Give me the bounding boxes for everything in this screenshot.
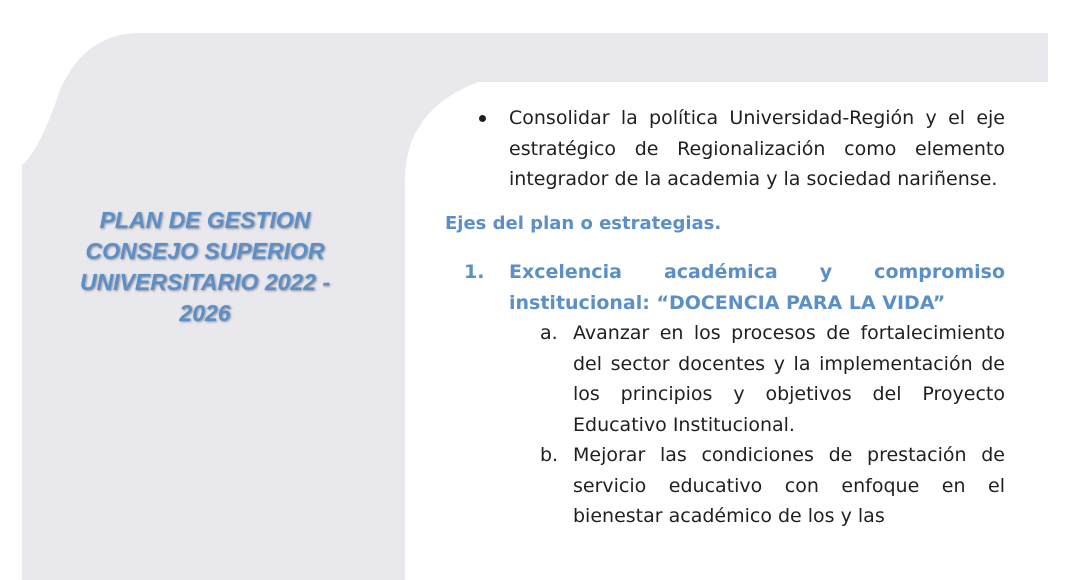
section-heading: Ejes del plan o estrategias. [445, 212, 722, 234]
plan-title-line-4: 2026 [179, 300, 231, 326]
numbered-item-1 [440, 257, 1005, 318]
plan-title [55, 205, 355, 329]
plan-title-line-2: CONSEJO SUPERIOR [85, 238, 325, 264]
sub-item-a [440, 318, 1005, 440]
document-content [440, 103, 1005, 532]
sub-item-b [440, 440, 1005, 532]
sub-item-marker: b. [540, 444, 559, 466]
bullet-text: Consolidar la política Universidad-Región y el eje estratégico de Regionalización como elemento integrador de la academia y la sociedad nariñense. [509, 107, 1005, 190]
sub-item-marker: a. [540, 322, 558, 344]
sub-list [440, 318, 1005, 532]
sub-item-text: Mejorar las condiciones de prestación de servicio educativo con enfoque en el bienestar académico de los y las [573, 444, 1005, 527]
numbered-item-title: Excelencia académica y compromiso institucional: “DOCENCIA PARA LA VIDA” [509, 261, 1005, 314]
plan-title-line-3: UNIVERSITARIO 2022 - [79, 269, 331, 295]
numbered-item-marker: 1. [464, 261, 485, 283]
bullet-item [440, 103, 1005, 195]
bullet-dot-icon [479, 115, 486, 122]
sub-item-text: Avanzar en los procesos de fortalecimiento del sector docentes y la implementación de los principios y objetivos del Proyecto Educativo Institucional. [573, 322, 1005, 436]
plan-title-line-1: PLAN DE GESTION [99, 207, 311, 233]
